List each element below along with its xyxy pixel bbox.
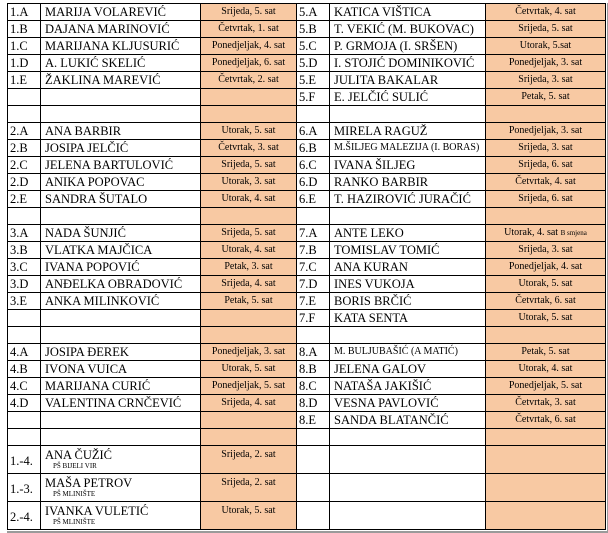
teacher-name bbox=[330, 293, 486, 310]
class-label: 3.C bbox=[8, 259, 41, 276]
teacher-name bbox=[41, 242, 201, 259]
consultation-time-text: Utorak, 5. sat bbox=[518, 278, 573, 289]
class-label: 5.A bbox=[297, 4, 330, 21]
consultation-time-text: Četvrtak, 3. sat bbox=[218, 142, 279, 153]
consultation-time bbox=[201, 378, 297, 395]
teacher-name bbox=[41, 225, 201, 242]
teacher-name-text: ANTE LEKO bbox=[334, 226, 404, 240]
class-label bbox=[297, 429, 330, 446]
consultation-time-text: Četvrtak, 6. sat bbox=[515, 414, 576, 425]
consultation-time-text: Ponedjeljak, 4. sat bbox=[508, 261, 583, 272]
consultation-time bbox=[486, 89, 606, 106]
table-row bbox=[8, 327, 606, 344]
teacher-name-text: MARIJA VOLAREVIĆ bbox=[45, 5, 166, 19]
consultation-time-text: Srijeda, 6. sat bbox=[518, 193, 573, 204]
teacher-name bbox=[330, 225, 486, 242]
teacher-name bbox=[41, 208, 201, 225]
class-label: 1.C bbox=[8, 38, 41, 55]
teacher-name bbox=[330, 502, 486, 530]
teacher-name-text: JOSIPA ĐEREK bbox=[45, 345, 129, 359]
consultation-time bbox=[201, 55, 297, 72]
consultation-time-text: Ponedjeljak, 5. sat bbox=[211, 380, 286, 391]
consultation-time bbox=[486, 157, 606, 174]
table-row bbox=[8, 259, 606, 276]
consultation-time bbox=[486, 38, 606, 55]
shift-note: B smjena bbox=[560, 229, 587, 237]
consultation-time-text: Srijeda, 4. sat bbox=[221, 397, 276, 408]
teacher-name-text: MARIJANA KLJUSURIĆ bbox=[45, 39, 180, 53]
table-row bbox=[8, 474, 606, 502]
consultation-table bbox=[7, 3, 606, 530]
teacher-name bbox=[330, 412, 486, 429]
teacher-name bbox=[41, 276, 201, 293]
consultation-time bbox=[486, 21, 606, 38]
table-row bbox=[8, 157, 606, 174]
teacher-name bbox=[330, 208, 486, 225]
table-row bbox=[8, 378, 606, 395]
consultation-time bbox=[201, 208, 297, 225]
teacher-name-text: T. HAZIROVIĆ JURAČIĆ bbox=[334, 192, 471, 206]
teacher-name bbox=[330, 361, 486, 378]
teacher-name bbox=[330, 276, 486, 293]
consultation-time-text: Četvrtak, 3. sat bbox=[515, 397, 576, 408]
teacher-name bbox=[330, 174, 486, 191]
schedule-frame bbox=[7, 3, 608, 533]
teacher-name-text: NADA ŠUNJIĆ bbox=[45, 226, 126, 240]
consultation-time bbox=[201, 412, 297, 429]
class-label: 3.B bbox=[8, 242, 41, 259]
consultation-time bbox=[201, 344, 297, 361]
teacher-name bbox=[41, 89, 201, 106]
class-label bbox=[8, 429, 41, 446]
teacher-name bbox=[330, 310, 486, 327]
teacher-name-text: ANĐELKA OBRADOVIĆ bbox=[45, 277, 183, 291]
consultation-time bbox=[201, 72, 297, 89]
consultation-time-text: Srijeda, 5. sat bbox=[518, 23, 573, 34]
table-row bbox=[8, 38, 606, 55]
teacher-name bbox=[41, 106, 201, 123]
teacher-name bbox=[330, 140, 486, 157]
class-label bbox=[8, 310, 41, 327]
consultation-time-text: Srijeda, 2. sat bbox=[221, 477, 276, 488]
class-label: 5.F bbox=[297, 89, 330, 106]
class-label: 8.B bbox=[297, 361, 330, 378]
class-label: 1.-4. bbox=[8, 446, 41, 474]
teacher-name-text: IVANKA VULETIĆ bbox=[45, 504, 149, 518]
class-label: 8.E bbox=[297, 412, 330, 429]
class-label: 7.F bbox=[297, 310, 330, 327]
consultation-time-text: Četvrtak, 4. sat bbox=[515, 6, 576, 17]
class-label: 8.C bbox=[297, 378, 330, 395]
class-label bbox=[8, 89, 41, 106]
teacher-name bbox=[330, 327, 486, 344]
consultation-time bbox=[486, 174, 606, 191]
table-row bbox=[8, 140, 606, 157]
consultation-time-text: Ponedjeljak, 3. sat bbox=[508, 57, 583, 68]
table-row bbox=[8, 21, 606, 38]
consultation-time-text: Ponedjeljak, 3. sat bbox=[211, 346, 286, 357]
teacher-name-text: MIRELA RAGUŽ bbox=[334, 124, 428, 138]
class-label bbox=[8, 106, 41, 123]
consultation-time-text: Srijeda, 3. sat bbox=[518, 142, 573, 153]
teacher-name-text: KATICA VIŠTICA bbox=[334, 5, 432, 19]
class-label: 1.D bbox=[8, 55, 41, 72]
teacher-name bbox=[330, 344, 486, 361]
class-label: 1.-3. bbox=[8, 474, 41, 502]
teacher-name bbox=[41, 140, 201, 157]
consultation-time bbox=[486, 502, 606, 530]
teacher-name-text: TOMISLAV TOMIĆ bbox=[334, 243, 440, 257]
consultation-time bbox=[486, 225, 606, 242]
teacher-name-text: ANKA MILINKOVIĆ bbox=[45, 294, 160, 308]
consultation-time-text: Utorak, 3. sat bbox=[221, 176, 276, 187]
class-label: 6.A bbox=[297, 123, 330, 140]
class-label: 7.C bbox=[297, 259, 330, 276]
table-row bbox=[8, 361, 606, 378]
teacher-name-text: VALENTINA CRNČEVIĆ bbox=[45, 396, 182, 410]
consultation-time-text: Četvrtak, 1. sat bbox=[218, 23, 279, 34]
teacher-name bbox=[330, 446, 486, 474]
teacher-name-text: NATAŠA JAKIŠIĆ bbox=[334, 379, 432, 393]
consultation-time-text: Petak, 5. sat bbox=[521, 91, 570, 102]
teacher-name bbox=[41, 21, 201, 38]
consultation-time-text: Srijeda, 5. sat bbox=[221, 227, 276, 238]
consultation-time-text: Ponedjeljak, 3. sat bbox=[508, 125, 583, 136]
table-row bbox=[8, 395, 606, 412]
consultation-time-text: Ponedjeljak, 6. sat bbox=[211, 57, 286, 68]
class-label: 5.C bbox=[297, 38, 330, 55]
consultation-time bbox=[201, 242, 297, 259]
consultation-time bbox=[486, 378, 606, 395]
consultation-time bbox=[486, 55, 606, 72]
consultation-time-text: Četvrtak, 4. sat bbox=[515, 176, 576, 187]
table-row bbox=[8, 208, 606, 225]
teacher-name-text: M. BULJUBAŠIĆ (A MATIĆ) bbox=[334, 346, 458, 357]
consultation-time bbox=[201, 174, 297, 191]
teacher-name bbox=[41, 395, 201, 412]
class-label bbox=[8, 327, 41, 344]
teacher-name bbox=[330, 191, 486, 208]
class-label: 6.B bbox=[297, 140, 330, 157]
table-row bbox=[8, 276, 606, 293]
consultation-time-text: Utorak, 5. sat bbox=[221, 125, 276, 136]
table-row bbox=[8, 344, 606, 361]
consultation-time bbox=[486, 310, 606, 327]
teacher-name-text: IVANA ŠILJEG bbox=[334, 158, 416, 172]
teacher-name-text: VLATKA MAJČICA bbox=[45, 243, 153, 257]
teacher-name-text: ANA ČUŽIĆ bbox=[45, 448, 113, 462]
teacher-name bbox=[41, 55, 201, 72]
consultation-time bbox=[201, 446, 297, 474]
consultation-time bbox=[486, 208, 606, 225]
table-row bbox=[8, 106, 606, 123]
consultation-time bbox=[201, 157, 297, 174]
consultation-time bbox=[201, 327, 297, 344]
teacher-name-text: E. JELČIĆ SULIĆ bbox=[334, 90, 429, 104]
class-label: 8.A bbox=[297, 344, 330, 361]
teacher-name bbox=[41, 72, 201, 89]
class-label: 4.B bbox=[8, 361, 41, 378]
teacher-name bbox=[41, 378, 201, 395]
consultation-time-text: Petak, 3. sat bbox=[224, 261, 273, 272]
teacher-name-text: JOSIPA JELČIĆ bbox=[45, 141, 129, 155]
school-location: PŠ MLINIŠTE bbox=[53, 490, 96, 498]
consultation-time bbox=[486, 344, 606, 361]
consultation-time bbox=[486, 293, 606, 310]
teacher-name bbox=[41, 4, 201, 21]
consultation-time bbox=[486, 106, 606, 123]
teacher-name-text: ANA KURAN bbox=[334, 260, 408, 274]
teacher-name-text: RANKO BARBIR bbox=[334, 175, 429, 189]
teacher-name bbox=[41, 123, 201, 140]
class-label bbox=[8, 412, 41, 429]
teacher-name-text: ANIKA POPOVAC bbox=[45, 175, 145, 189]
consultation-time bbox=[201, 191, 297, 208]
class-label: 7.B bbox=[297, 242, 330, 259]
consultation-time bbox=[486, 242, 606, 259]
class-label: 2.A bbox=[8, 123, 41, 140]
teacher-name bbox=[41, 174, 201, 191]
consultation-time bbox=[486, 429, 606, 446]
teacher-name-text: A. LUKIĆ SKELIĆ bbox=[45, 56, 146, 70]
teacher-name bbox=[330, 21, 486, 38]
consultation-time-text: Ponedjeljak, 5. sat bbox=[508, 380, 583, 391]
teacher-name bbox=[330, 106, 486, 123]
teacher-name-text: INES VUKOJA bbox=[334, 277, 415, 291]
consultation-time-text: Petak, 5. sat bbox=[521, 346, 570, 357]
school-location: PŠ BIJELI VIR bbox=[53, 462, 97, 470]
class-label: 4.C bbox=[8, 378, 41, 395]
consultation-time-text: Srijeda, 3. sat bbox=[518, 244, 573, 255]
consultation-time-text: Srijeda, 5. sat bbox=[221, 6, 276, 17]
consultation-time bbox=[201, 395, 297, 412]
consultation-time bbox=[201, 310, 297, 327]
table-row bbox=[8, 174, 606, 191]
class-label: 6.C bbox=[297, 157, 330, 174]
teacher-name-text: M.ŠILJEG MALEZIJA (I. BORAS) bbox=[334, 142, 480, 153]
table-body bbox=[8, 4, 606, 530]
consultation-time bbox=[486, 395, 606, 412]
consultation-time-text: Utorak, 4. sat bbox=[221, 193, 276, 204]
teacher-name bbox=[41, 327, 201, 344]
class-label: 3.A bbox=[8, 225, 41, 242]
teacher-name-text: IVONA VUICA bbox=[45, 362, 128, 376]
teacher-name-text: DAJANA MARINOVIĆ bbox=[45, 22, 170, 36]
consultation-time-text: Srijeda, 2. sat bbox=[221, 449, 276, 460]
teacher-name bbox=[330, 55, 486, 72]
teacher-name-text: I. STOJIĆ DOMINIKOVIĆ bbox=[334, 56, 475, 70]
class-label: 5.B bbox=[297, 21, 330, 38]
class-label: 1.A bbox=[8, 4, 41, 21]
consultation-time-text: Utorak, 4. sat bbox=[221, 244, 276, 255]
consultation-time bbox=[201, 123, 297, 140]
teacher-name bbox=[330, 72, 486, 89]
class-label bbox=[8, 208, 41, 225]
teacher-name bbox=[330, 123, 486, 140]
consultation-time bbox=[486, 191, 606, 208]
teacher-name-text: MARIJANA CURIĆ bbox=[45, 379, 151, 393]
consultation-time bbox=[201, 38, 297, 55]
consultation-time-text: Utorak, 5. sat bbox=[221, 505, 276, 516]
teacher-name bbox=[41, 191, 201, 208]
class-label: 7.D bbox=[297, 276, 330, 293]
teacher-name bbox=[330, 242, 486, 259]
teacher-name bbox=[330, 474, 486, 502]
table-row bbox=[8, 191, 606, 208]
consultation-time-text: Utorak, 4. sat bbox=[504, 227, 559, 238]
consultation-time-text: Srijeda, 6. sat bbox=[518, 159, 573, 170]
teacher-name bbox=[41, 502, 201, 530]
consultation-time-text: Srijeda, 4. sat bbox=[221, 278, 276, 289]
consultation-time bbox=[486, 140, 606, 157]
class-label: 3.D bbox=[8, 276, 41, 293]
consultation-time bbox=[201, 474, 297, 502]
teacher-name-text: JELENA BARTULOVIĆ bbox=[45, 158, 174, 172]
class-label bbox=[297, 474, 330, 502]
consultation-time-text: Petak, 5. sat bbox=[224, 295, 273, 306]
teacher-name bbox=[41, 293, 201, 310]
teacher-name bbox=[41, 361, 201, 378]
class-label: 7.A bbox=[297, 225, 330, 242]
teacher-name-text: VESNA PAVLOVIĆ bbox=[334, 396, 439, 410]
teacher-name bbox=[41, 38, 201, 55]
consultation-time bbox=[201, 225, 297, 242]
table-row bbox=[8, 225, 606, 242]
consultation-time-text: Ponedjeljak, 4. sat bbox=[211, 40, 286, 51]
table-row bbox=[8, 242, 606, 259]
class-label bbox=[297, 327, 330, 344]
teacher-name bbox=[41, 259, 201, 276]
teacher-name-text: T. VEKIĆ (M. BUKOVAC) bbox=[334, 22, 474, 36]
consultation-time bbox=[201, 502, 297, 530]
table-row bbox=[8, 55, 606, 72]
class-label: 2.D bbox=[8, 174, 41, 191]
class-label: 4.D bbox=[8, 395, 41, 412]
class-label: 1.E bbox=[8, 72, 41, 89]
teacher-name bbox=[330, 38, 486, 55]
class-label bbox=[297, 208, 330, 225]
class-label: 8.D bbox=[297, 395, 330, 412]
class-label: 3.E bbox=[8, 293, 41, 310]
teacher-name-text: BORIS BRČIĆ bbox=[334, 294, 412, 308]
table-row bbox=[8, 429, 606, 446]
table-row bbox=[8, 310, 606, 327]
consultation-time-text: Četvrtak, 2. sat bbox=[218, 74, 279, 85]
consultation-time bbox=[201, 106, 297, 123]
teacher-name-text: SANDA BLATANČIĆ bbox=[334, 413, 449, 427]
table-row bbox=[8, 502, 606, 530]
table-row bbox=[8, 293, 606, 310]
class-label: 2.-4. bbox=[8, 502, 41, 530]
consultation-time bbox=[486, 446, 606, 474]
consultation-time bbox=[201, 276, 297, 293]
class-label bbox=[297, 446, 330, 474]
class-label: 5.E bbox=[297, 72, 330, 89]
class-label: 5.D bbox=[297, 55, 330, 72]
class-label bbox=[297, 502, 330, 530]
teacher-name-text: P. GRMOJA (I. SRŠEN) bbox=[334, 39, 458, 53]
consultation-time bbox=[486, 72, 606, 89]
consultation-time bbox=[486, 4, 606, 21]
teacher-name bbox=[41, 344, 201, 361]
teacher-name-text: IVANA POPOVIĆ bbox=[45, 260, 140, 274]
class-label: 2.C bbox=[8, 157, 41, 174]
consultation-time-text: Utorak, 5. sat bbox=[221, 363, 276, 374]
teacher-name bbox=[41, 446, 201, 474]
teacher-name bbox=[41, 474, 201, 502]
class-label: 6.E bbox=[297, 191, 330, 208]
consultation-time-text: Utorak, 4. sat bbox=[518, 363, 573, 374]
teacher-name bbox=[330, 259, 486, 276]
consultation-time bbox=[201, 361, 297, 378]
teacher-name bbox=[41, 157, 201, 174]
consultation-time-text: Četvrtak, 6. sat bbox=[515, 295, 576, 306]
teacher-name bbox=[41, 412, 201, 429]
consultation-time-text: Utorak, 5. sat bbox=[518, 312, 573, 323]
consultation-time-text: Utorak, 5.sat bbox=[519, 40, 572, 51]
consultation-time-text: Srijeda, 5. sat bbox=[221, 159, 276, 170]
consultation-time bbox=[486, 276, 606, 293]
table-row bbox=[8, 446, 606, 474]
teacher-name-text: JULITA BAKALAR bbox=[334, 73, 439, 87]
teacher-name-text: SANDRA ŠUTALO bbox=[45, 192, 148, 206]
table-row bbox=[8, 4, 606, 21]
consultation-time bbox=[486, 361, 606, 378]
teacher-name bbox=[41, 310, 201, 327]
teacher-name bbox=[330, 395, 486, 412]
consultation-time bbox=[486, 412, 606, 429]
table-row bbox=[8, 123, 606, 140]
consultation-time bbox=[201, 259, 297, 276]
table-row bbox=[8, 89, 606, 106]
teacher-name bbox=[330, 429, 486, 446]
consultation-time bbox=[486, 327, 606, 344]
class-label bbox=[297, 106, 330, 123]
consultation-time bbox=[201, 21, 297, 38]
teacher-name bbox=[330, 378, 486, 395]
school-location: PŠ MLINIŠTE bbox=[53, 518, 96, 526]
class-label: 4.A bbox=[8, 344, 41, 361]
class-label: 1.B bbox=[8, 21, 41, 38]
class-label: 2.B bbox=[8, 140, 41, 157]
consultation-time bbox=[201, 140, 297, 157]
consultation-time bbox=[201, 293, 297, 310]
consultation-time bbox=[486, 123, 606, 140]
teacher-name-text: ŽAKLINA MAREVIĆ bbox=[45, 73, 161, 87]
consultation-time bbox=[486, 474, 606, 502]
consultation-time-text: Srijeda, 3. sat bbox=[518, 74, 573, 85]
consultation-time bbox=[201, 4, 297, 21]
teacher-name-text: MAŠA PETROV bbox=[45, 476, 133, 490]
class-label: 7.E bbox=[297, 293, 330, 310]
teacher-name-text: ANA BARBIR bbox=[45, 124, 122, 138]
teacher-name bbox=[330, 89, 486, 106]
table-row bbox=[8, 72, 606, 89]
class-label: 2.E bbox=[8, 191, 41, 208]
teacher-name bbox=[330, 157, 486, 174]
table-row bbox=[8, 412, 606, 429]
class-label: 6.D bbox=[297, 174, 330, 191]
consultation-time bbox=[486, 259, 606, 276]
teacher-name bbox=[330, 4, 486, 21]
consultation-time bbox=[201, 429, 297, 446]
teacher-name-text: JELENA GALOV bbox=[334, 362, 427, 376]
consultation-time bbox=[201, 89, 297, 106]
teacher-name bbox=[41, 429, 201, 446]
teacher-name-text: KATA SENTA bbox=[334, 311, 409, 325]
